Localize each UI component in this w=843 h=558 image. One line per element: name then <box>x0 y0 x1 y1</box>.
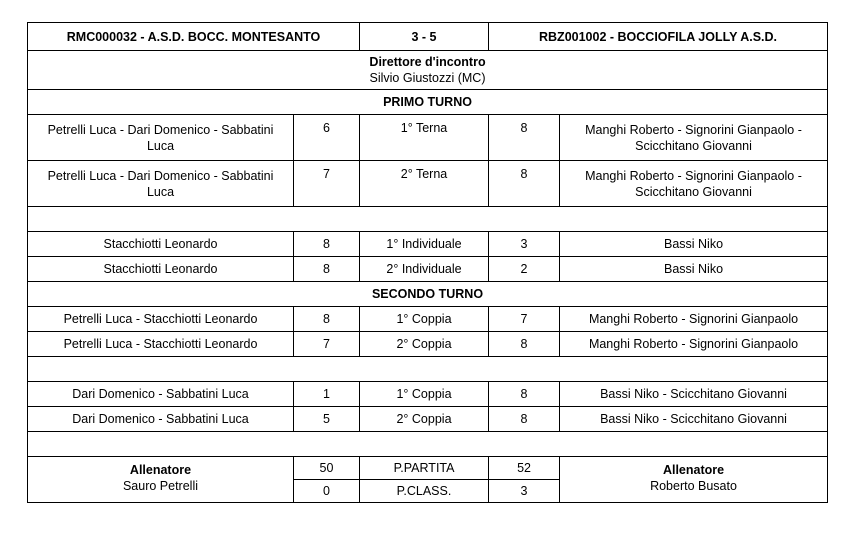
away-players: Manghi Roberto - Signorini Gianpaolo <box>560 332 828 357</box>
turn-title: SECONDO TURNO <box>28 282 828 307</box>
away-score: 2 <box>489 257 560 282</box>
away-score: 8 <box>489 161 560 207</box>
turn-header-row <box>28 90 828 115</box>
event-name: 1° Individuale <box>360 232 489 257</box>
away-score: 8 <box>489 407 560 432</box>
home-coach-name: Sauro Petrelli <box>122 479 199 493</box>
director-title: Direttore d'incontro <box>369 55 486 69</box>
director-row <box>28 51 828 90</box>
away-coach-label: Allenatore <box>662 463 725 477</box>
match-row <box>28 407 828 432</box>
home-players: Petrelli Luca - Dari Domenico - Sabbatini Luca <box>28 161 294 207</box>
match-row <box>28 232 828 257</box>
home-score: 8 <box>294 307 360 332</box>
home-class-points: 0 <box>294 480 360 503</box>
match-report-table <box>27 22 828 503</box>
home-score: 6 <box>294 115 360 161</box>
away-players: Bassi Niko <box>560 257 828 282</box>
home-score: 7 <box>294 161 360 207</box>
away-players: Manghi Roberto - Signorini Gianpaolo - Scicchitano Giovanni <box>560 161 828 207</box>
home-coach-cell <box>28 457 294 503</box>
away-players: Bassi Niko <box>560 232 828 257</box>
turn-header-row <box>28 282 828 307</box>
away-players: Bassi Niko - Scicchitano Giovanni <box>560 407 828 432</box>
spacer-row <box>28 432 828 457</box>
away-score: 3 <box>489 232 560 257</box>
away-players: Bassi Niko - Scicchitano Giovanni <box>560 382 828 407</box>
director-name: Silvio Giustozzi (MC) <box>369 71 486 85</box>
director-cell <box>28 51 828 90</box>
home-players: Dari Domenico - Sabbatini Luca <box>28 407 294 432</box>
away-score: 8 <box>489 115 560 161</box>
match-row <box>28 115 828 161</box>
away-score: 8 <box>489 332 560 357</box>
away-score: 7 <box>489 307 560 332</box>
home-coach-label: Allenatore <box>129 463 192 477</box>
away-coach-name: Roberto Busato <box>650 479 737 493</box>
class-label: P.CLASS. <box>360 480 489 503</box>
header-row <box>28 23 828 51</box>
home-score: 7 <box>294 332 360 357</box>
match-row <box>28 257 828 282</box>
event-name: 2° Coppia <box>360 332 489 357</box>
home-players: Stacchiotti Leonardo <box>28 232 294 257</box>
footer-row-partita <box>28 457 828 480</box>
spacer-cell <box>28 357 828 382</box>
event-name: 2° Coppia <box>360 407 489 432</box>
match-row <box>28 382 828 407</box>
spacer-cell <box>28 432 828 457</box>
home-players: Petrelli Luca - Dari Domenico - Sabbatini Luca <box>28 115 294 161</box>
away-team-name: RBZ001002 - BOCCIOFILA JOLLY A.S.D. <box>489 23 828 51</box>
spacer-row <box>28 357 828 382</box>
event-name: 1° Coppia <box>360 307 489 332</box>
event-name: 1° Terna <box>360 115 489 161</box>
turn-title: PRIMO TURNO <box>28 90 828 115</box>
home-players: Dari Domenico - Sabbatini Luca <box>28 382 294 407</box>
spacer-cell <box>28 207 828 232</box>
match-row <box>28 307 828 332</box>
match-row <box>28 332 828 357</box>
event-name: 2° Terna <box>360 161 489 207</box>
event-name: 2° Individuale <box>360 257 489 282</box>
away-players: Manghi Roberto - Signorini Gianpaolo - Scicchitano Giovanni <box>560 115 828 161</box>
match-score: 3 - 5 <box>360 23 489 51</box>
partita-label: P.PARTITA <box>360 457 489 480</box>
home-score: 1 <box>294 382 360 407</box>
home-score: 8 <box>294 257 360 282</box>
home-team-name: RMC000032 - A.S.D. BOCC. MONTESANTO <box>28 23 360 51</box>
away-score: 8 <box>489 382 560 407</box>
match-row <box>28 161 828 207</box>
home-players: Petrelli Luca - Stacchiotti Leonardo <box>28 332 294 357</box>
away-players: Manghi Roberto - Signorini Gianpaolo <box>560 307 828 332</box>
home-players: Petrelli Luca - Stacchiotti Leonardo <box>28 307 294 332</box>
home-partita-points: 50 <box>294 457 360 480</box>
home-players: Stacchiotti Leonardo <box>28 257 294 282</box>
away-coach-cell <box>560 457 828 503</box>
spacer-row <box>28 207 828 232</box>
event-name: 1° Coppia <box>360 382 489 407</box>
home-score: 5 <box>294 407 360 432</box>
away-class-points: 3 <box>489 480 560 503</box>
away-partita-points: 52 <box>489 457 560 480</box>
home-score: 8 <box>294 232 360 257</box>
